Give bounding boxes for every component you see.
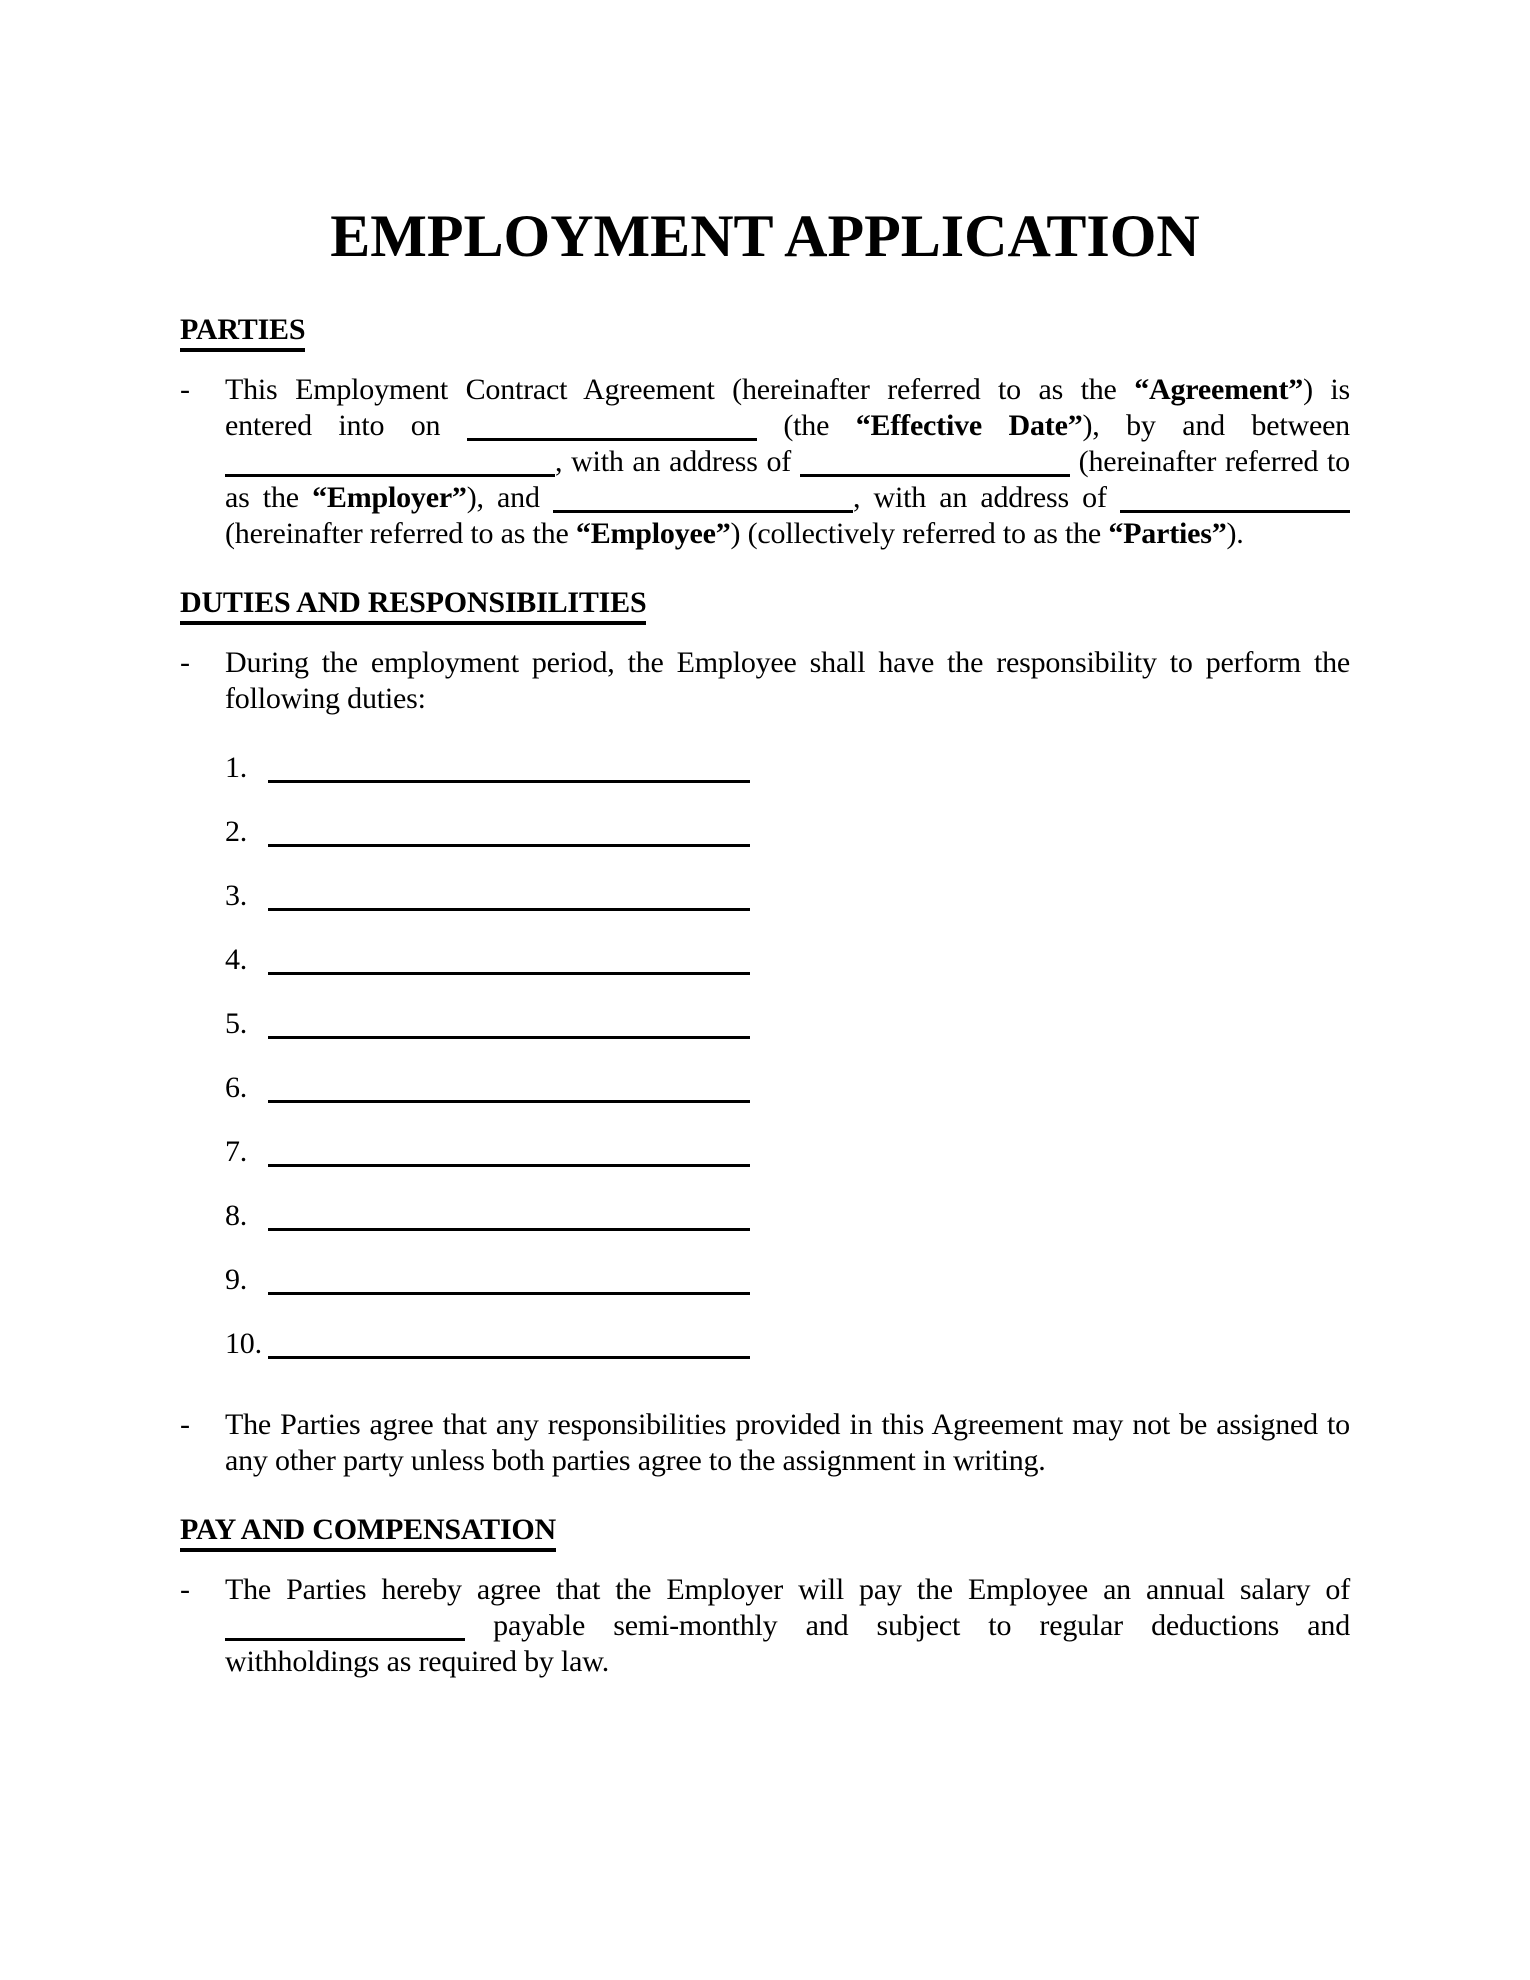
text-run: entered into on <box>225 409 467 442</box>
section-pay <box>180 1512 1350 1680</box>
text-run: During the employment period, the Employee shall have the responsibility to perform the <box>225 646 1350 679</box>
list-number: 10. <box>225 1327 262 1360</box>
section-parties <box>180 312 1350 552</box>
list-number: 9. <box>225 1263 248 1296</box>
paragraph-line <box>225 645 1350 681</box>
list-item <box>225 1134 1350 1170</box>
bullet-paragraph <box>180 1407 1350 1479</box>
bullet-paragraph <box>180 645 1350 717</box>
text-run: , with an address of <box>852 481 1120 514</box>
duty-blank-line[interactable] <box>268 1292 750 1295</box>
list-number: 7. <box>225 1135 248 1168</box>
duty-blank-line[interactable] <box>268 844 750 847</box>
text-run: withholdings as required by law. <box>225 1645 610 1678</box>
paragraph-line <box>225 444 1350 480</box>
duties-numbered-list <box>225 750 1350 1362</box>
text-run: (the <box>756 409 856 442</box>
bullet-dash-marker: - <box>180 1408 190 1441</box>
document-title: EMPLOYMENT APPLICATION <box>330 203 1200 269</box>
text-run: ), and <box>466 481 553 514</box>
section-duties <box>180 585 1350 1479</box>
bullet-dash-marker: - <box>180 646 190 679</box>
fill-in-blank[interactable] <box>467 438 757 441</box>
paragraph-line <box>225 1644 1350 1680</box>
text-run: The Parties hereby agree that the Employer will pay the Employee an annual salary of <box>225 1573 1350 1606</box>
bullet-dash-marker: - <box>180 1573 190 1606</box>
text-run: ), by and between <box>1082 409 1350 442</box>
duty-blank-line[interactable] <box>268 1228 750 1231</box>
fill-in-blank[interactable] <box>225 474 555 477</box>
text-run: following duties: <box>225 682 426 715</box>
text-run: ). <box>1226 517 1244 550</box>
bold-term: “Agreement” <box>1134 373 1304 406</box>
section-heading-row <box>180 312 1350 348</box>
document-sections <box>180 312 1350 1680</box>
text-run: any other party unless both parties agree to the assignment in writing. <box>225 1444 1046 1477</box>
list-number: 1. <box>225 751 248 784</box>
fill-in-blank[interactable] <box>225 1638 465 1641</box>
list-number: 6. <box>225 1071 248 1104</box>
list-number: 2. <box>225 815 248 848</box>
section-heading-row <box>180 585 1350 621</box>
text-run: ) is <box>1303 373 1351 406</box>
paragraph-line <box>225 1407 1350 1443</box>
section-heading-row <box>180 1512 1350 1548</box>
duty-blank-line[interactable] <box>268 1036 750 1039</box>
paragraph-line <box>225 408 1350 444</box>
duty-blank-line[interactable] <box>268 908 750 911</box>
paragraph-line <box>225 1608 1350 1644</box>
paragraph-line <box>225 1572 1350 1608</box>
list-item <box>225 942 1350 978</box>
list-number: 5. <box>225 1007 248 1040</box>
text-run: The Parties agree that any responsibilities provided in this Agreement may not be assigned to <box>225 1408 1350 1441</box>
text-run: payable semi-monthly and subject to regular deductions and <box>465 1609 1350 1642</box>
list-item <box>225 1262 1350 1298</box>
text-run: (hereinafter referred to as the <box>225 517 576 550</box>
duty-blank-line[interactable] <box>268 1100 750 1103</box>
paragraph-line <box>225 516 1350 552</box>
bullet-dash-marker: - <box>180 373 190 406</box>
bullet-paragraph <box>180 1572 1350 1680</box>
list-item <box>225 1326 1350 1362</box>
text-run: This Employment Contract Agreement (hereinafter referred to as the <box>225 373 1135 406</box>
duty-blank-line[interactable] <box>268 780 750 783</box>
fill-in-blank[interactable] <box>553 510 853 513</box>
list-item <box>225 814 1350 850</box>
duty-blank-line[interactable] <box>268 972 750 975</box>
list-number: 3. <box>225 879 248 912</box>
paragraph-line <box>225 372 1350 408</box>
bold-term: “Employee” <box>575 517 731 550</box>
list-number: 4. <box>225 943 248 976</box>
paragraph-line <box>225 480 1350 516</box>
text-run: ) (collectively referred to as the <box>730 517 1109 550</box>
text-run: (hereinafter referred to <box>1069 445 1350 478</box>
paragraph-line <box>225 681 1350 717</box>
duty-blank-line[interactable] <box>268 1164 750 1167</box>
bullet-paragraph <box>180 372 1350 552</box>
list-item <box>225 1006 1350 1042</box>
list-number: 8. <box>225 1199 248 1232</box>
bold-term: “Effective Date” <box>855 409 1083 442</box>
duty-blank-line[interactable] <box>268 1356 750 1359</box>
paragraph-line <box>225 1443 1350 1479</box>
list-item <box>225 750 1350 786</box>
fill-in-blank[interactable] <box>1120 510 1350 513</box>
text-run: as the <box>225 481 313 514</box>
fill-in-blank[interactable] <box>800 474 1070 477</box>
section-heading: DUTIES AND RESPONSIBILITIES <box>180 586 646 625</box>
list-item <box>225 1070 1350 1106</box>
text-run: , with an address of <box>555 445 800 478</box>
section-heading: PARTIES <box>180 313 305 352</box>
bold-term: “Employer” <box>312 481 467 514</box>
list-item <box>225 878 1350 914</box>
bold-term: “Parties” <box>1108 517 1227 550</box>
list-item <box>225 1198 1350 1234</box>
section-heading: PAY AND COMPENSATION <box>180 1513 556 1552</box>
